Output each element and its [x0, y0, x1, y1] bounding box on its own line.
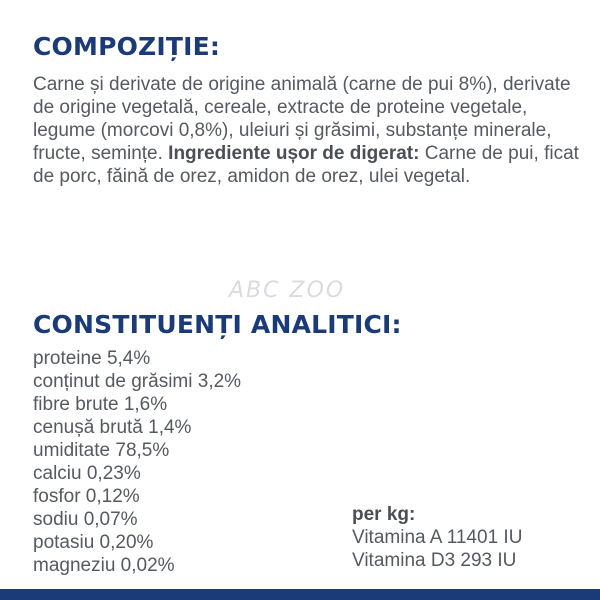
watermark: ABC ZOO [229, 278, 346, 303]
vitamins-list [352, 526, 522, 572]
list-item: magneziu 0,02% [33, 555, 175, 576]
list-item: Vitamina D3 293 IU [352, 550, 517, 571]
composition-heading: COMPOZIȚIE: [33, 32, 221, 61]
per-kg-label: per kg: [352, 504, 416, 525]
list-item: proteine 5,4% [33, 348, 151, 369]
digestible-ingredients-text: Carne de pui, ficat de porc, făină de orez, amidon de orez, ulei vegetal. [33, 143, 579, 187]
composition-text: Carne și derivate de origine animală (carne de pui 8%), derivate de origine vegetală, cereale, extracte de proteine vegetale, legume (morcovi 0,8%), uleiuri și grăsimi, substanțe minerale, fructe, semințe. [33, 74, 571, 164]
list-item: Vitamina A 11401 IU [352, 527, 523, 548]
per-kg-block [352, 503, 522, 572]
analytical-constituents-list [33, 347, 241, 577]
digestible-ingredients-label: Ingrediente ușor de digerat: [168, 143, 420, 164]
list-item: cenușă brută 1,4% [33, 417, 192, 438]
list-item: fosfor 0,12% [33, 486, 140, 507]
list-item: conținut de grăsimi 3,2% [33, 371, 242, 392]
list-item: calciu 0,23% [33, 463, 141, 484]
list-item: potasiu 0,20% [33, 532, 154, 553]
composition-block [33, 73, 581, 188]
analytical-constituents-heading: CONSTITUENȚI ANALITICI: [33, 310, 402, 339]
list-item: sodiu 0,07% [33, 509, 138, 530]
list-item: fibre brute 1,6% [33, 394, 168, 415]
footer-bar [0, 589, 600, 600]
list-item: umiditate 78,5% [33, 440, 170, 461]
